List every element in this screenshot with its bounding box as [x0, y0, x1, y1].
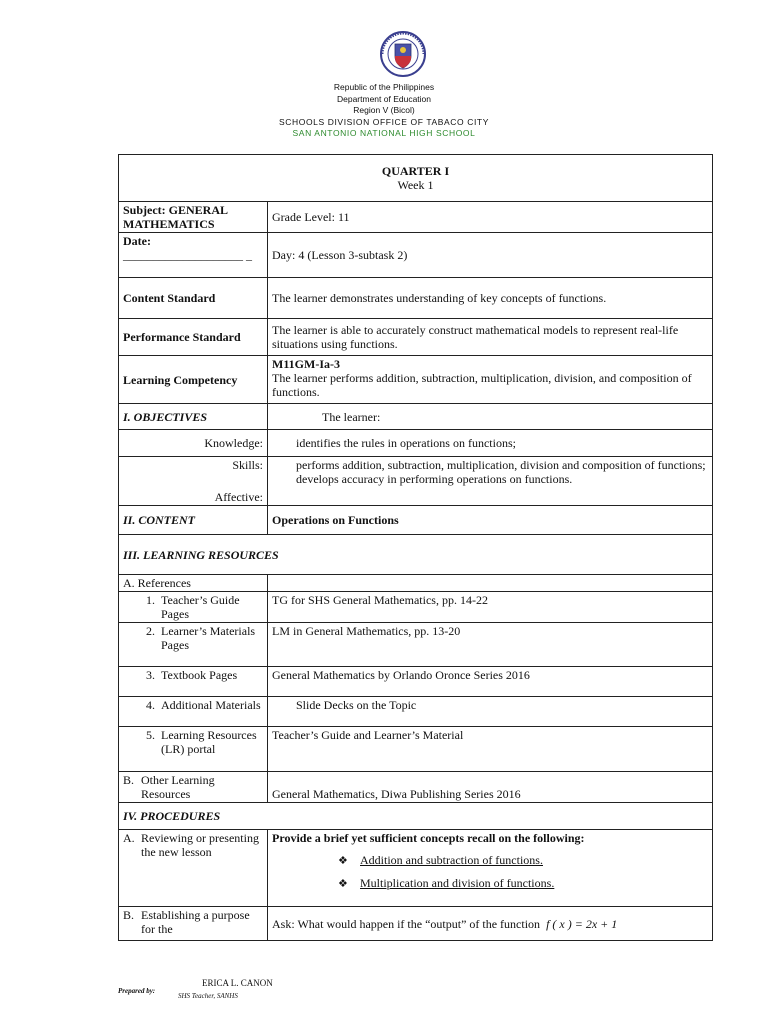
objectives-label: I. OBJECTIVES [119, 404, 268, 430]
performance-standard-label: Performance Standard [119, 319, 268, 356]
ref-item-2-cell [119, 623, 268, 667]
diamond-bullet-icon: ❖ [338, 878, 348, 890]
content-text: Operations on Functions [268, 506, 713, 535]
ref-item-2-label: Learner’s Materials Pages [161, 624, 256, 652]
ref-item-1-cell [119, 592, 268, 623]
ref-item-1-num: 1. [146, 593, 155, 607]
knowledge-label: Knowledge: [119, 430, 268, 457]
objectives-intro: The learner: [268, 404, 713, 430]
competency-code: M11GM-Ia-3 [272, 357, 340, 371]
proc-a-letter: A. [123, 831, 135, 845]
content-standard-label: Content Standard [119, 278, 268, 319]
ref-item-4-value: Slide Decks on the Topic [268, 697, 713, 727]
skills-affective-label-cell [119, 457, 268, 506]
date-blank: ____________________ _ [123, 248, 252, 262]
deped-seal-logo [378, 30, 428, 78]
footer [118, 978, 273, 1000]
letterhead [0, 82, 768, 140]
ref-item-3-value: General Mathematics by Orlando Oronce Series 2016 [268, 667, 713, 697]
content-label: II. CONTENT [119, 506, 268, 535]
proc-b-text: Ask: What would happen if the “output” of the function [272, 916, 541, 931]
other-resources-label: Other Learning Resources [141, 773, 215, 801]
proc-a-bullet-1-text: Addition and subtraction of functions. [360, 853, 543, 867]
preparer-name: ERICA L. CANON [202, 978, 273, 988]
proc-a-bullet-2 [272, 876, 708, 891]
quarter-cell [119, 155, 713, 202]
ref-item-2-num: 2. [146, 624, 155, 638]
day-label: Day: 4 (Lesson 3-subtask 2) [268, 233, 713, 278]
other-resources-cell [119, 772, 268, 803]
ref-item-5-label: Learning Resources (LR) portal [161, 728, 257, 756]
other-resources-value: General Mathematics, Diwa Publishing Series 2016 [268, 772, 713, 803]
proc-b-letter: B. [123, 908, 135, 922]
ref-item-5-value: Teacher’s Guide and Learner’s Material [268, 727, 713, 772]
knowledge-text: identifies the rules in operations on functions; [268, 430, 713, 457]
ref-item-5-num: 5. [146, 728, 155, 742]
skills-label: Skills: [232, 458, 263, 472]
learning-competency-label: Learning Competency [119, 356, 268, 404]
content-standard-text: The learner demonstrates understanding of key concepts of functions. [268, 278, 713, 319]
letterhead-department: Department of Education [336, 93, 432, 104]
date-label: Date: [123, 234, 151, 248]
prepared-by-label: Prepared by: [118, 987, 156, 995]
affective-label: Affective: [214, 490, 263, 504]
ref-item-4-cell [119, 697, 268, 727]
ref-item-2-value: LM in General Mathematics, pp. 13-20 [268, 623, 713, 667]
ref-item-4-num: 4. [146, 698, 155, 712]
proc-a-intro: Provide a brief yet sufficient concepts recall on the following: [272, 831, 585, 845]
proc-a-cell [119, 830, 268, 907]
proc-b-formula: f ( x ) = 2x + 1 [546, 916, 618, 931]
subject-label: Subject: GENERAL MATHEMATICS [119, 202, 268, 233]
ref-item-3-label: Textbook Pages [161, 668, 238, 682]
procedures-label: IV. PROCEDURES [119, 803, 713, 830]
ref-item-1-value: TG for SHS General Mathematics, pp. 14-22 [268, 592, 713, 623]
quarter-title: QUARTER I [381, 164, 450, 178]
references-empty [268, 575, 713, 592]
letterhead-region: Region V (Bicol) [353, 105, 415, 115]
affective-text: develops accuracy in performing operations on functions. [296, 472, 573, 486]
skills-affective-cell [268, 457, 713, 506]
grade-level: Grade Level: 11 [268, 202, 713, 233]
performance-standard-text: The learner is able to accurately construct mathematical models to represent real-life situations using functions. [268, 319, 713, 356]
proc-a-bullet-2-text: Multiplication and division of functions. [360, 876, 555, 890]
proc-a-label: Reviewing or presenting the new lesson [141, 831, 259, 859]
proc-b-content [268, 907, 713, 941]
week-label: Week 1 [397, 178, 434, 192]
ref-item-4-label: Additional Materials [161, 698, 261, 712]
ref-item-3-num: 3. [146, 668, 155, 682]
date-cell [119, 233, 268, 278]
preparer-role: SHS Teacher, SANHS [178, 992, 238, 1000]
proc-a-bullet-1 [272, 853, 708, 868]
letterhead-division: SCHOOLS DIVISION OFFICE OF TABACO CITY [279, 116, 489, 127]
lesson-plan-table [118, 154, 713, 941]
proc-b-label: Establishing a purpose for the [141, 908, 250, 936]
other-resources-letter: B. [123, 773, 135, 787]
proc-a-content [268, 830, 713, 907]
letterhead-school: SAN ANTONIO NATIONAL HIGH SCHOOL [292, 128, 476, 138]
diamond-bullet-icon: ❖ [338, 855, 348, 867]
skills-text: performs addition, subtraction, multiplication, division and composition of functions; [296, 458, 706, 472]
learning-resources-label: III. LEARNING RESOURCES [119, 535, 713, 575]
ref-item-1-label: Teacher’s Guide Pages [161, 593, 240, 621]
letterhead-republic: Republic of the Philippines [333, 82, 435, 92]
ref-item-3-cell [119, 667, 268, 697]
ref-item-5-cell [119, 727, 268, 772]
proc-b-cell [119, 907, 268, 941]
learning-competency-cell [268, 356, 713, 404]
competency-text: The learner performs addition, subtraction, multiplication, division, and composition of functions. [272, 371, 692, 399]
references-label: A. References [119, 575, 268, 592]
